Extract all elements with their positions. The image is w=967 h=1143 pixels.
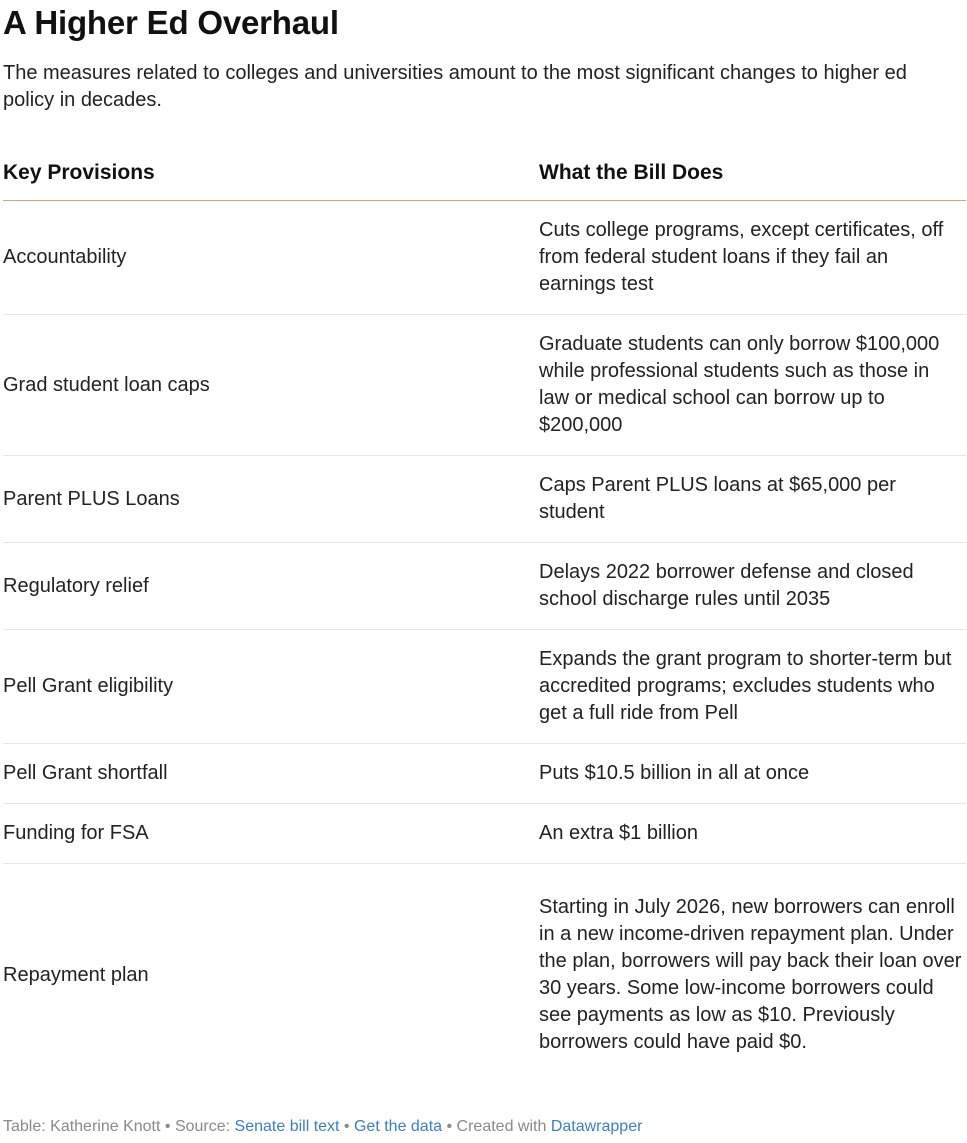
description-cell: Caps Parent PLUS loans at $65,000 per student <box>539 474 896 523</box>
footer-source-label: Source: <box>174 1118 235 1135</box>
provision-cell: Pell Grant shortfall <box>3 762 168 784</box>
description-cell: An extra $1 billion <box>539 822 698 844</box>
footer-separator: • <box>160 1118 175 1135</box>
chart-title: A Higher Ed Overhaul <box>3 4 339 41</box>
table-row <box>3 315 966 456</box>
table-row <box>3 543 966 630</box>
provision-cell: Grad student loan caps <box>3 373 210 396</box>
footer-created-label: Created with <box>456 1118 551 1135</box>
table-row <box>3 201 966 315</box>
get-data-link[interactable]: Get the data <box>353 1118 443 1135</box>
datawrapper-link[interactable]: Datawrapper <box>550 1118 643 1135</box>
provision-cell: Parent PLUS Loans <box>3 487 180 510</box>
description-cell: Puts $10.5 billion in all at once <box>539 762 810 784</box>
description-cell: Delays 2022 borrower defense and closed school discharge rules until 2035 <box>539 561 914 610</box>
footer-separator: • <box>442 1118 457 1135</box>
table-row <box>3 864 966 1086</box>
table-row <box>3 804 966 864</box>
table-header-row <box>3 159 966 201</box>
description-cell: Graduate students can only borrow $100,000 while professional students such as those in law or medical school can borrow up to $200,000 <box>539 333 940 436</box>
description-cell: Cuts college programs, except certificates, off from federal student loans if they fail an earnings test <box>539 219 944 295</box>
footer-separator: • <box>339 1118 354 1135</box>
description-cell: Starting in July 2026, new borrowers can enroll in a new income-driven repayment plan. Under the plan, borrowers will pay back their loan over 30 years. Some low-income borrowers could see payments as low as $10. Previously borrowers could have paid $0. <box>539 896 962 1053</box>
provision-cell: Accountability <box>3 246 127 268</box>
provisions-table <box>3 159 966 1086</box>
table-row <box>3 744 966 804</box>
column-header-provisions[interactable]: Key Provisions <box>3 161 155 184</box>
chart-footer <box>3 1116 642 1138</box>
chart-subtitle: The measures related to colleges and universities amount to the most significant changes to higher ed policy in decades. <box>3 62 907 111</box>
table-row <box>3 456 966 543</box>
provision-cell: Pell Grant eligibility <box>3 675 174 697</box>
provision-cell: Funding for FSA <box>3 822 149 844</box>
source-link[interactable]: Senate bill text <box>234 1118 340 1135</box>
description-cell: Expands the grant program to shorter-term but accredited programs; excludes students who get a full ride from Pell <box>539 648 952 724</box>
provision-cell: Regulatory relief <box>3 574 149 597</box>
table-row <box>3 630 966 744</box>
provision-cell: Repayment plan <box>3 963 149 986</box>
column-header-description[interactable]: What the Bill Does <box>539 161 724 184</box>
footer-credit: Table: Katherine Knott <box>3 1118 161 1135</box>
